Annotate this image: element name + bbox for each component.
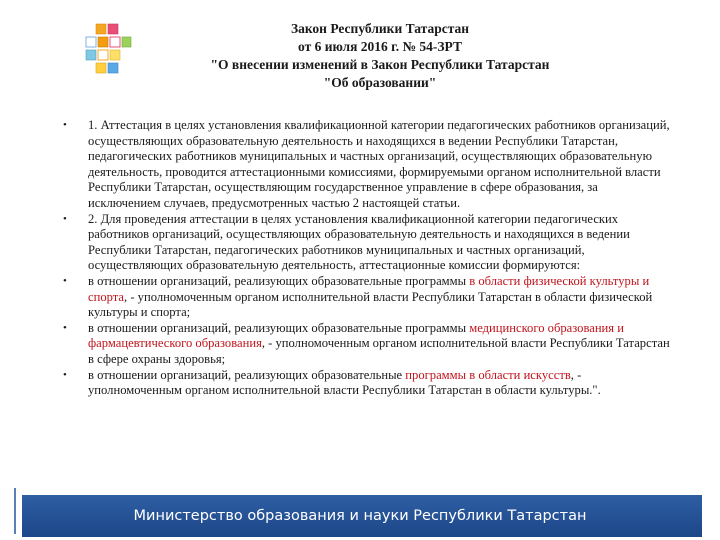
frame-divider: [14, 488, 16, 534]
document-title: [170, 20, 590, 92]
item-text: , - уполномоченным органом исполнительной власти Республики Татарстан в области физической культуры и спорта;: [88, 289, 653, 320]
item-text: в отношении организаций, реализующих образовательные программы: [88, 320, 470, 335]
list-item: [60, 118, 672, 212]
title-line-4: "Об образовании": [323, 75, 437, 90]
footer-text: Министерство образования и науки Республики Татарстан: [133, 508, 587, 524]
list-item: [60, 212, 672, 274]
title-line-1: Закон Республики Татарстан: [290, 21, 470, 36]
bullet-icon: •: [63, 212, 67, 225]
item-text: 1. Аттестация в целях установления квалификационной категории педагогических работников организаций, осуществляющих образовательную деятельность и находящихся в ведении Республики Татарстан, педагогических работников муниципальных и частных организаций, осуществляющих образовательную деятельность, проводится аттестационными комиссиями, формируемыми органом исполнительной власти Республики Татарстан, осуществляющим государственное управление в сфере образования, за исключением случаев, предусмотренных частью 2 настоящей статьи.: [88, 118, 670, 210]
item-highlight: программы в области искусств: [405, 367, 571, 382]
footer-bar: [22, 495, 702, 537]
item-text: в отношении организаций, реализующих образовательные: [88, 367, 406, 382]
item-text: , - уполномоченным органом исполнительной власти Республики Татарстан в сфере охраны здоровья;: [88, 336, 670, 366]
title-line-2: от 6 июля 2016 г. № 54-ЗРТ: [298, 39, 462, 54]
education-logo-icon: [82, 22, 132, 76]
bullet-icon: •: [63, 368, 67, 381]
item-highlight: медицинского образования и фармацевтического образования: [88, 320, 624, 351]
law-text-list: [60, 118, 672, 399]
bullet-icon: •: [63, 321, 67, 334]
list-item: [60, 274, 672, 321]
item-highlight: в области физической культуры и спорта: [88, 273, 650, 304]
bullet-icon: •: [63, 119, 67, 131]
list-item: [60, 368, 672, 399]
item-text: , - уполномоченным органом исполнительной власти Республики Татарстан в области культуры.".: [88, 367, 601, 398]
item-text: 2. Для проведения аттестации в целях установления квалификационной категории педагогических работников организаций, осуществляющих образовательную деятельность и находящихся в ведении Республики Татарстан, педагогических работников муниципальных и частных организаций, осуществляющих образовательную деятельность, аттестационные комиссии формируются:: [88, 211, 630, 273]
title-line-3: "О внесении изменений в Закон Республики Татарстан: [210, 57, 550, 72]
list-item: [60, 321, 672, 368]
bullet-icon: •: [63, 274, 67, 287]
item-text: в отношении организаций, реализующих образовательные программы: [88, 273, 470, 288]
